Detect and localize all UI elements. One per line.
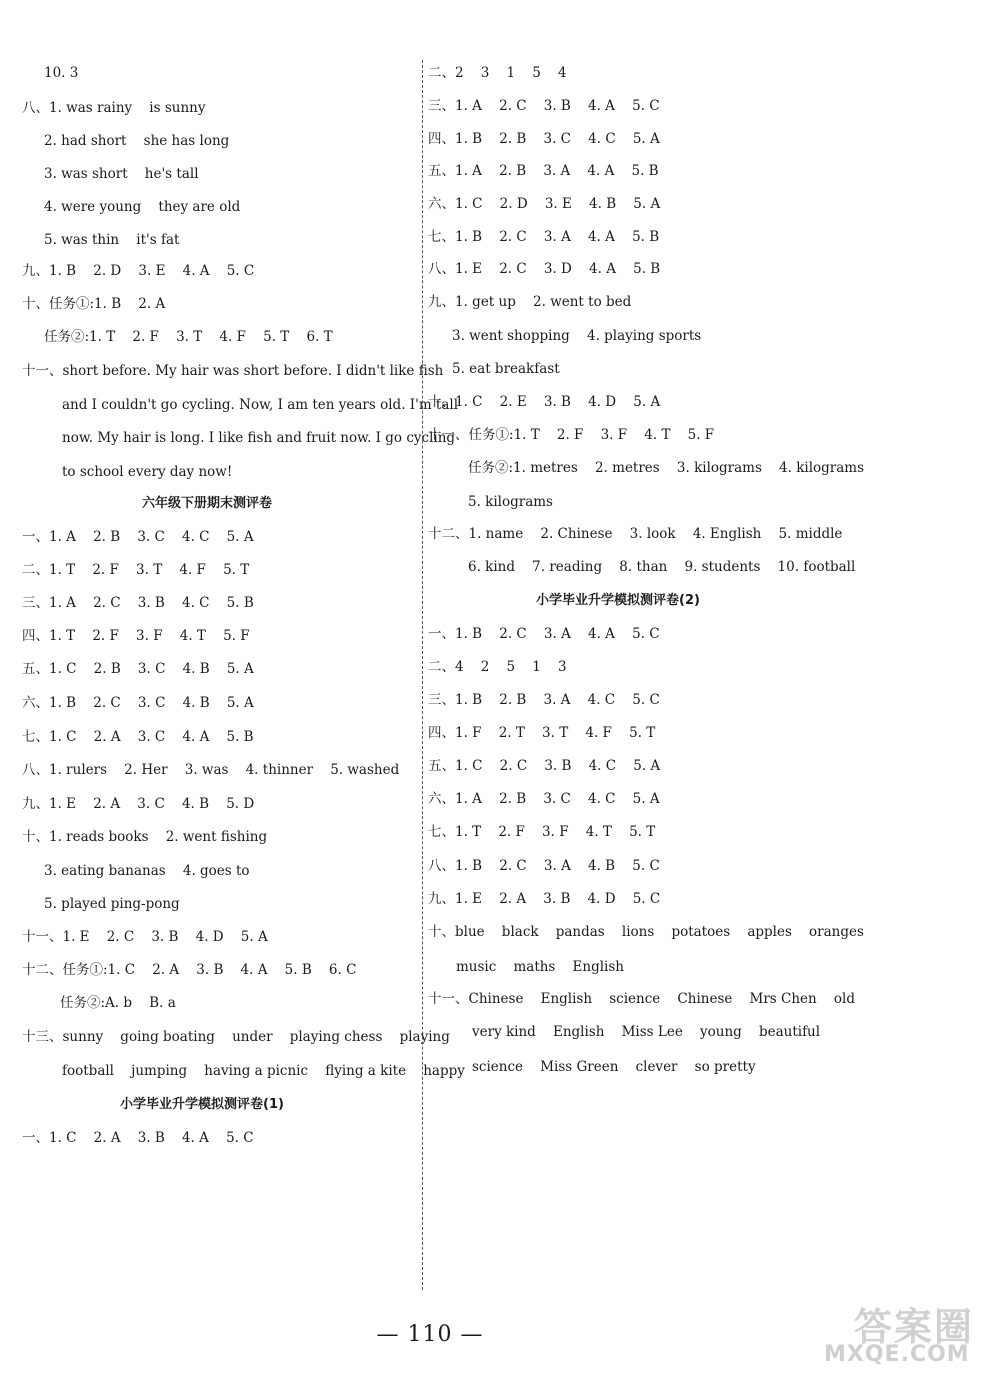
section-heading: 小学毕业升学模拟测评卷(2) xyxy=(536,593,700,608)
answer-line: 八、1. was rainy is sunny xyxy=(22,100,206,116)
answer-line: 七、1. C 2. A 3. C 4. A 5. B xyxy=(22,729,254,745)
watermark-bottom-text: MXQE.COM xyxy=(824,1342,970,1367)
answer-line: 十二、1. name 2. Chinese 3. look 4. English 5. middle xyxy=(428,526,843,542)
answer-line: 十、blue black pandas lions potatoes apples oranges xyxy=(428,924,864,940)
answer-line: 任务②:1. metres 2. metres 3. kilograms 4. kilograms xyxy=(468,460,865,476)
watermark-top-text: 答案圈 xyxy=(854,1305,975,1349)
answer-line: 任务②:1. T 2. F 3. T 4. F 5. T 6. T xyxy=(44,329,333,345)
answer-line: 十、任务①:1. B 2. A xyxy=(22,296,166,312)
answer-line: 八、1. rulers 2. Her 3. was 4. thinner 5. washed xyxy=(22,762,400,778)
answer-line: 十、1. C 2. E 3. B 4. D 5. A xyxy=(428,394,661,410)
answer-line: 10. 3 xyxy=(44,65,79,81)
answer-line: 十三、sunny going boating under playing chess playing xyxy=(22,1029,450,1045)
answer-line: 三、1. A 2. C 3. B 4. A 5. C xyxy=(428,98,660,114)
answer-line: 六、1. B 2. C 3. C 4. B 5. A xyxy=(22,695,254,711)
page-number: — 110 — xyxy=(376,1322,484,1347)
answer-line: 二、1. T 2. F 3. T 4. F 5. T xyxy=(22,562,250,578)
answer-line: 一、1. C 2. A 3. B 4. A 5. C xyxy=(22,1130,254,1146)
answer-line: 十一、Chinese English science Chinese Mrs Chen old xyxy=(428,991,855,1007)
answer-line: 九、1. E 2. A 3. C 4. B 5. D xyxy=(22,796,255,812)
answer-line: science Miss Green clever so pretty xyxy=(472,1059,756,1075)
section-heading: 小学毕业升学模拟测评卷(1) xyxy=(120,1097,284,1112)
answer-line: 五、1. C 2. B 3. C 4. B 5. A xyxy=(22,661,254,677)
answer-line: 5. eat breakfast xyxy=(452,361,560,377)
answer-line: 二、4 2 5 1 3 xyxy=(428,659,567,675)
answer-line: 十二、任务①:1. C 2. A 3. B 4. A 5. B 6. C xyxy=(22,962,357,978)
answer-line: 五、1. C 2. C 3. B 4. C 5. A xyxy=(428,758,661,774)
column-divider xyxy=(422,60,423,1290)
answer-line: 3. was short he's tall xyxy=(44,166,199,182)
answer-line: now. My hair is long. I like fish and fruit now. I go cycling xyxy=(62,430,456,446)
answer-line: music maths English xyxy=(456,959,624,975)
answer-line: 3. went shopping 4. playing sports xyxy=(452,328,702,344)
answer-line: 一、1. B 2. C 3. A 4. A 5. C xyxy=(428,626,660,642)
answer-line: 5. kilograms xyxy=(468,494,553,510)
answer-line: 九、1. E 2. A 3. B 4. D 5. C xyxy=(428,891,661,907)
answer-line: 六、1. C 2. D 3. E 4. B 5. A xyxy=(428,196,661,212)
answer-line: 三、1. A 2. C 3. B 4. C 5. B xyxy=(22,595,254,611)
section-heading: 六年级下册期末测评卷 xyxy=(142,496,273,511)
answer-line: 5. was thin it's fat xyxy=(44,232,180,248)
answer-line: 4. were young they are old xyxy=(44,199,241,215)
answer-line: 6. kind 7. reading 8. than 9. students 10. football xyxy=(468,559,856,575)
answer-line: 十一、1. E 2. C 3. B 4. D 5. A xyxy=(22,929,268,945)
answer-line: 八、1. E 2. C 3. D 4. A 5. B xyxy=(428,261,661,277)
answer-line: 七、1. T 2. F 3. F 4. T 5. T xyxy=(428,824,656,840)
answer-line: and I couldn't go cycling. Now, I am ten years old. I'm tall xyxy=(62,397,459,413)
answer-line: 四、1. F 2. T 3. T 4. F 5. T xyxy=(428,725,656,741)
answer-line: to school every day now! xyxy=(62,464,233,480)
answer-line: football jumping having a picnic flying a kite happy xyxy=(62,1063,465,1079)
answer-line: 七、1. B 2. C 3. A 4. A 5. B xyxy=(428,229,660,245)
answer-line: 六、1. A 2. B 3. C 4. C 5. A xyxy=(428,791,660,807)
answer-line: 十一、任务①:1. T 2. F 3. F 4. T 5. F xyxy=(428,427,715,443)
answer-line: 十一、short before. My hair was short before. I didn't like fish xyxy=(22,363,444,379)
answer-line: 四、1. B 2. B 3. C 4. C 5. A xyxy=(428,131,660,147)
answer-line: 九、1. get up 2. went to bed xyxy=(428,294,632,310)
answer-line: 3. eating bananas 4. goes to xyxy=(44,863,250,879)
answer-line: 八、1. B 2. C 3. A 4. B 5. C xyxy=(428,858,660,874)
answer-line: 三、1. B 2. B 3. A 4. C 5. C xyxy=(428,692,660,708)
answer-line: 一、1. A 2. B 3. C 4. C 5. A xyxy=(22,529,254,545)
answer-line: very kind English Miss Lee young beautiful xyxy=(472,1024,821,1040)
answer-line: 四、1. T 2. F 3. F 4. T 5. F xyxy=(22,628,250,644)
answer-line: 十、1. reads books 2. went fishing xyxy=(22,829,268,845)
answer-line: 五、1. A 2. B 3. A 4. A 5. B xyxy=(428,163,659,179)
watermark-logo xyxy=(818,1296,988,1376)
answer-line: 九、1. B 2. D 3. E 4. A 5. C xyxy=(22,263,255,279)
answer-line: 2. had short she has long xyxy=(44,133,230,149)
answer-line: 5. played ping-pong xyxy=(44,896,180,912)
answer-line: 二、2 3 1 5 4 xyxy=(428,65,567,81)
answer-line: 任务②:A. b B. a xyxy=(60,995,176,1011)
